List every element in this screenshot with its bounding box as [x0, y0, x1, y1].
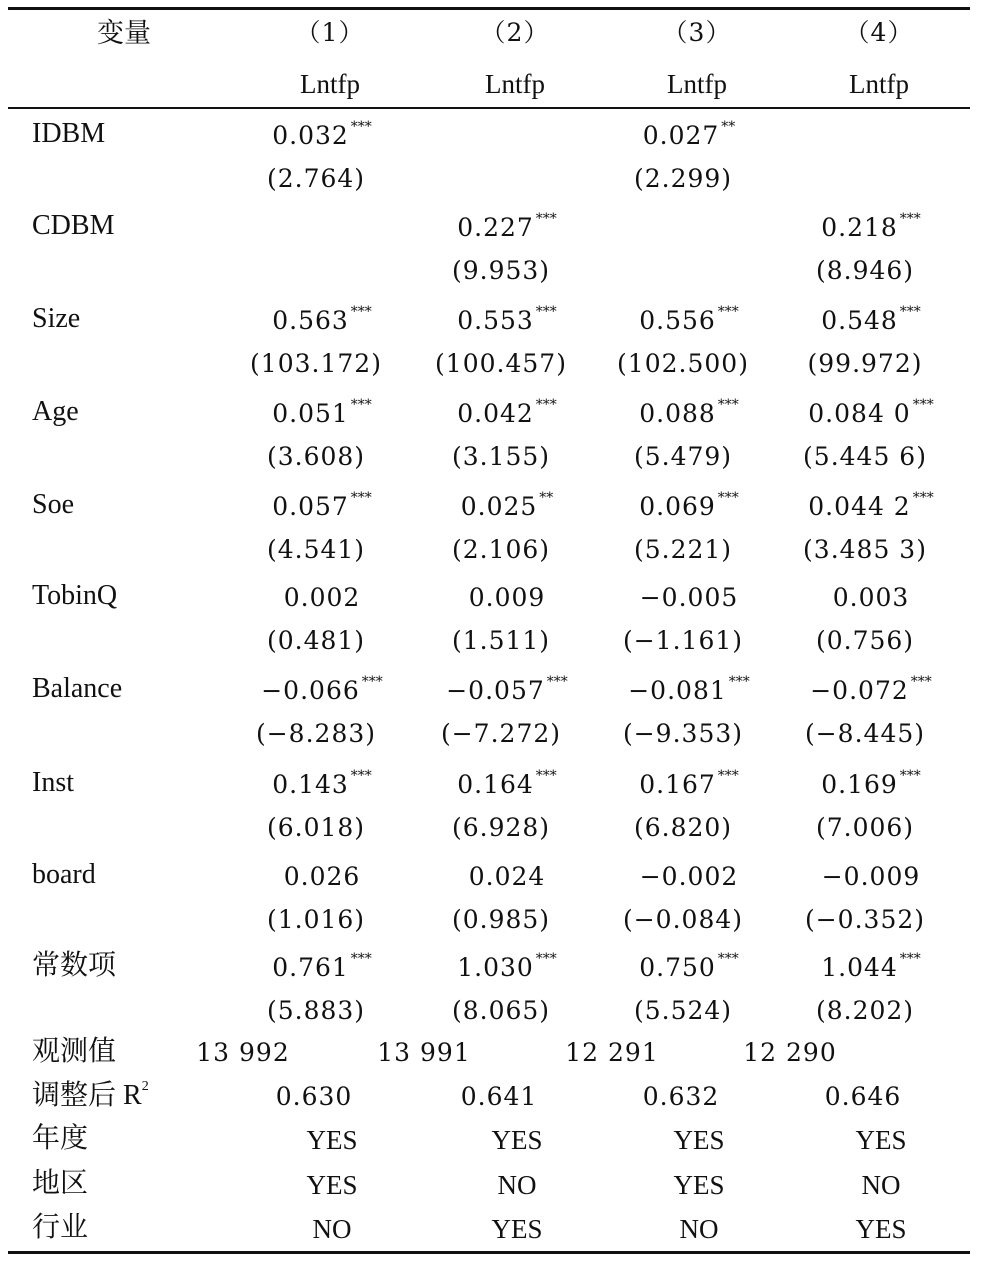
coef-value: −0.002: [639, 862, 739, 891]
row-label: Balance: [32, 673, 123, 704]
coef-value: 0.167: [639, 770, 716, 799]
header-column-number: （1）: [295, 18, 365, 47]
t-stat: (2.764): [266, 164, 366, 193]
fixed-effect-value: YES: [306, 1170, 358, 1200]
adj-r2-value: 0.646: [824, 1082, 902, 1111]
coef-value: 1.044: [821, 953, 898, 982]
t-stat: (0.756): [815, 626, 915, 655]
t-stat: (5.524): [633, 996, 733, 1025]
significance-stars: ***: [535, 768, 557, 784]
coef-value: 0.032: [272, 121, 349, 150]
coef-cell: [640, 864, 739, 889]
significance-stars: ***: [899, 211, 921, 227]
adj-r2-value: 0.630: [275, 1082, 353, 1111]
fixed-effect-label: 行业: [32, 1212, 89, 1243]
coef-value: 0.084 0: [808, 399, 911, 428]
significance-stars: ***: [350, 304, 372, 320]
fixed-effect-value: YES: [491, 1125, 543, 1155]
header-dependent-variable: Lntfp: [849, 69, 909, 99]
t-stat: (8.946): [815, 256, 915, 285]
adj-r2-value: 0.641: [460, 1082, 538, 1111]
t-stat: (5.883): [266, 996, 366, 1025]
row-label: IDBM: [32, 118, 106, 149]
significance-stars: ***: [912, 490, 934, 506]
significance-stars: ***: [350, 768, 372, 784]
t-stat: (−9.353): [622, 719, 744, 748]
coef-value: 0.002: [283, 583, 361, 612]
header-variable: 变量: [97, 18, 151, 48]
t-stat: (3.155): [451, 442, 551, 471]
t-stat: (2.299): [633, 164, 733, 193]
t-stat: (1.016): [266, 905, 366, 934]
coef-value: 0.750: [639, 953, 716, 982]
t-stat: (9.953): [451, 256, 551, 285]
table-header-rule: [8, 107, 970, 109]
significance-stars: ***: [350, 119, 372, 135]
coef-value: −0.072: [810, 676, 909, 705]
header-dependent-variable: Lntfp: [485, 69, 545, 99]
coef-cell: [639, 397, 739, 428]
coef-cell: [457, 397, 557, 428]
coef-value: 0.057: [272, 492, 349, 521]
coef-value: 0.143: [272, 770, 349, 799]
t-stat: (102.500): [617, 349, 749, 378]
t-stat: (−7.272): [440, 719, 562, 748]
coef-cell: [457, 211, 557, 242]
coef-cell: [821, 304, 921, 335]
coef-cell: [821, 768, 921, 799]
significance-stars: ***: [535, 951, 557, 967]
significance-stars: ***: [535, 397, 557, 413]
coef-value: 0.042: [457, 399, 534, 428]
header-column-number: （3）: [662, 18, 732, 47]
significance-stars: ***: [350, 490, 372, 506]
significance-stars: ***: [728, 674, 750, 690]
coef-cell: [272, 768, 372, 799]
adj-r2-value: 0.632: [642, 1082, 720, 1111]
row-label: Size: [32, 303, 81, 334]
coef-value: 0.548: [821, 306, 898, 335]
header-column-number: （2）: [480, 18, 550, 47]
significance-stars: ***: [912, 397, 934, 413]
t-stat: (8.202): [815, 996, 915, 1025]
coef-value: 0.169: [821, 770, 898, 799]
coef-cell: [469, 585, 546, 610]
t-stat: (−0.084): [622, 905, 744, 934]
significance-stars: ***: [535, 211, 557, 227]
observations-value: 13 992: [196, 1038, 290, 1067]
coef-value: 0.164: [457, 770, 534, 799]
coef-cell: [446, 674, 568, 705]
t-stat: (8.065): [451, 996, 551, 1025]
coef-value: 0.553: [457, 306, 534, 335]
t-stat: (0.985): [451, 905, 551, 934]
table-bottom-rule: [8, 1251, 970, 1254]
observations-value: 12 291: [565, 1038, 659, 1067]
coef-value: 0.069: [639, 492, 716, 521]
coef-value: −0.009: [821, 862, 921, 891]
t-stat: (4.541): [266, 535, 366, 564]
significance-stars: **: [539, 490, 554, 506]
significance-stars: ***: [717, 490, 739, 506]
t-stat: (−8.283): [255, 719, 377, 748]
t-stat: (−1.161): [622, 626, 744, 655]
coef-value: 0.009: [468, 583, 546, 612]
significance-stars: ***: [899, 768, 921, 784]
coef-value: 0.227: [457, 213, 534, 242]
coef-value: −0.005: [639, 583, 739, 612]
coef-cell: [821, 951, 921, 982]
t-stat: (5.445 6): [803, 442, 927, 471]
t-stat: (0.481): [266, 626, 366, 655]
coef-value: 0.044 2: [808, 492, 911, 521]
header-dependent-variable: Lntfp: [300, 69, 360, 99]
t-stat: (−8.445): [804, 719, 926, 748]
coef-value: 0.218: [821, 213, 898, 242]
coef-value: 0.025: [460, 492, 538, 521]
coef-value: 0.761: [272, 953, 349, 982]
coef-value: 0.088: [639, 399, 716, 428]
header-column-number: （4）: [844, 18, 914, 47]
fixed-effect-label: 地区: [32, 1168, 89, 1199]
header-dependent-variable: Lntfp: [667, 69, 727, 99]
t-stat: (3.608): [266, 442, 366, 471]
t-stat: (6.820): [633, 813, 733, 842]
coef-value: −0.081: [628, 676, 727, 705]
row-label: board: [32, 859, 96, 890]
t-stat: (−0.352): [804, 905, 926, 934]
fixed-effect-value: YES: [855, 1214, 907, 1244]
fixed-effect-label: 年度: [32, 1123, 89, 1154]
coef-cell: [810, 674, 932, 705]
fixed-effect-value: YES: [491, 1214, 543, 1244]
coef-value: 0.563: [272, 306, 349, 335]
significance-stars: ***: [717, 768, 739, 784]
significance-stars: ***: [361, 674, 383, 690]
fixed-effect-value: NO: [312, 1214, 352, 1244]
fixed-effect-value: NO: [497, 1170, 537, 1200]
row-label: Soe: [32, 489, 74, 520]
t-stat: (3.485 3): [803, 535, 927, 564]
coef-cell: [808, 490, 934, 521]
coef-cell: [642, 119, 736, 150]
coef-value: −0.057: [446, 676, 545, 705]
fixed-effect-value: NO: [861, 1170, 901, 1200]
significance-stars: ***: [899, 951, 921, 967]
adj-r2-superscript: 2: [141, 1078, 149, 1094]
significance-stars: ***: [899, 304, 921, 320]
significance-stars: ***: [546, 674, 568, 690]
coef-cell: [628, 674, 750, 705]
coef-cell: [639, 304, 739, 335]
row-label: 常数项: [32, 950, 117, 981]
significance-stars: ***: [350, 397, 372, 413]
coef-cell: [639, 490, 739, 521]
t-stat: (1.511): [451, 626, 551, 655]
observations-value: 13 991: [377, 1038, 471, 1067]
significance-stars: ***: [717, 951, 739, 967]
t-stat: (5.479): [633, 442, 733, 471]
coef-cell: [457, 951, 557, 982]
t-stat: (103.172): [250, 349, 382, 378]
significance-stars: ***: [350, 951, 372, 967]
significance-stars: ***: [910, 674, 932, 690]
significance-stars: ***: [717, 397, 739, 413]
coef-cell: [261, 674, 383, 705]
t-stat: (6.018): [266, 813, 366, 842]
coef-value: 0.024: [468, 862, 546, 891]
fixed-effect-value: NO: [679, 1214, 719, 1244]
coef-cell: [284, 585, 361, 610]
adj-r2-label: [32, 1078, 149, 1111]
t-stat: (100.457): [435, 349, 567, 378]
coef-cell: [272, 951, 372, 982]
row-label: Age: [32, 396, 79, 427]
row-label: CDBM: [32, 210, 115, 241]
t-stat: (5.221): [633, 535, 733, 564]
coef-cell: [272, 397, 372, 428]
coef-value: 0.026: [283, 862, 361, 891]
row-label: TobinQ: [32, 580, 118, 611]
coef-cell: [457, 304, 557, 335]
coef-cell: [640, 585, 739, 610]
coef-cell: [457, 768, 557, 799]
adj-r2-text: 调整后 R: [32, 1080, 142, 1111]
coef-cell: [822, 864, 921, 889]
fixed-effect-value: YES: [855, 1125, 907, 1155]
significance-stars: **: [721, 119, 736, 135]
coef-cell: [639, 951, 739, 982]
significance-stars: ***: [717, 304, 739, 320]
significance-stars: ***: [535, 304, 557, 320]
coef-value: −0.066: [261, 676, 360, 705]
t-stat: (7.006): [815, 813, 915, 842]
coef-value: 0.027: [642, 121, 720, 150]
coef-cell: [833, 585, 910, 610]
coef-cell: [639, 768, 739, 799]
t-stat: (99.972): [807, 349, 923, 378]
coef-value: 0.556: [639, 306, 716, 335]
coef-cell: [272, 304, 372, 335]
observations-value: 12 290: [743, 1038, 837, 1067]
row-label: Inst: [32, 767, 74, 798]
coef-cell: [808, 397, 934, 428]
table-top-rule: [8, 7, 970, 10]
fixed-effect-value: YES: [673, 1170, 725, 1200]
t-stat: (2.106): [451, 535, 551, 564]
coef-cell: [460, 490, 554, 521]
fixed-effect-value: YES: [306, 1125, 358, 1155]
coef-value: 0.003: [832, 583, 910, 612]
coef-value: 0.051: [272, 399, 349, 428]
coef-cell: [272, 119, 372, 150]
observations-label: 观测值: [32, 1036, 117, 1067]
t-stat: (6.928): [451, 813, 551, 842]
coef-cell: [821, 211, 921, 242]
coef-cell: [284, 864, 361, 889]
fixed-effect-value: YES: [673, 1125, 725, 1155]
coef-cell: [469, 864, 546, 889]
coef-cell: [272, 490, 372, 521]
coef-value: 1.030: [457, 953, 534, 982]
